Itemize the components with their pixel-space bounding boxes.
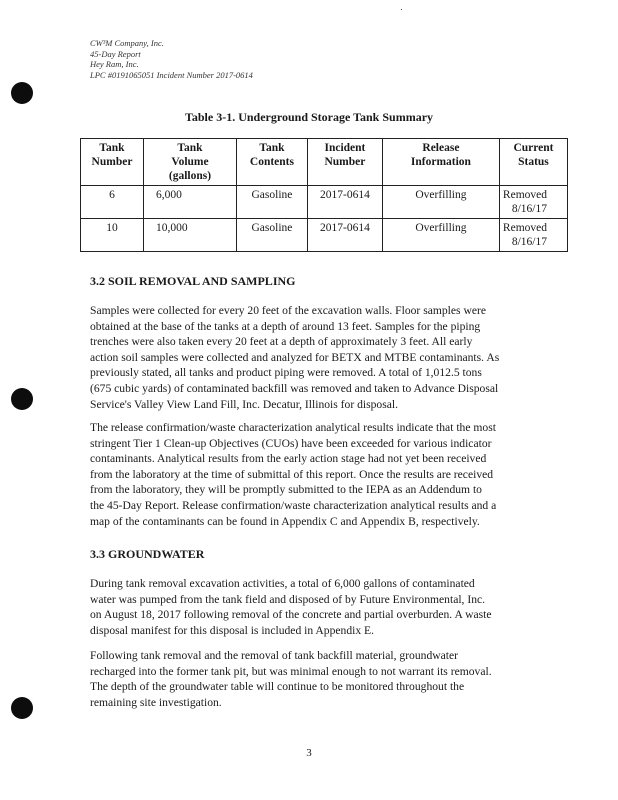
header-client: Hey Ram, Inc. <box>90 59 139 69</box>
cell-incident-number: 2017-0614 <box>307 219 382 252</box>
cell-tank-contents: Gasoline <box>236 219 307 252</box>
col-incident-number: Incident Number <box>307 139 382 186</box>
cell-tank-volume: 10,000 <box>143 219 236 252</box>
table-header-row <box>81 139 568 186</box>
section-3-3-paragraph-2: Following tank removal and the removal of tank backfill material, groundwater recharged into the former tank pit, but was minimal enough to not warrant its removal. The depth of the groundwater table will continue to be monitored throughout the remaining site investigation. <box>90 649 492 709</box>
col-release-information: Release Information <box>382 139 499 186</box>
cell-tank-contents: Gasoline <box>236 186 307 219</box>
scan-speck <box>401 9 402 10</box>
ust-summary-table <box>80 138 568 252</box>
cell-tank-number: 10 <box>81 219 144 252</box>
section-3-3-heading: 3.3 GROUNDWATER <box>90 547 205 561</box>
binder-hole-top <box>11 82 33 104</box>
cell-incident-number: 2017-0614 <box>307 186 382 219</box>
section-3-2-heading: 3.2 SOIL REMOVAL AND SAMPLING <box>90 274 296 288</box>
section-3-2-paragraph-1: Samples were collected for every 20 feet of the excavation walls. Floor samples were obtained at the base of the tanks at a depth of around 13 feet. Samples for the piping trenches were also taken every 20 feet at a depth of approximately 3 feet. All early action soil samples were collected and analyzed for BETX and MTBE contaminants. As previously stated, all tanks and product piping were removed. A total of 1,012.5 tons (675 cubic yards) of contaminated backfill was removed and taken to Advance Disposal Service's Valley View Land Fill, Inc. Decatur, Illinois for disposal. <box>90 304 500 411</box>
page-number: 3 <box>306 747 312 759</box>
header-lpc-incident: LPC #0191065051 Incident Number 2017-0614 <box>90 69 253 80</box>
cell-release-information: Overfilling <box>382 219 499 252</box>
binder-hole-middle <box>11 388 33 410</box>
col-current-status: Current Status <box>499 139 567 186</box>
header-company: CW³M Company, Inc. <box>90 38 164 48</box>
document-header <box>90 38 253 80</box>
cell-tank-volume: 6,000 <box>143 186 236 219</box>
cell-current-status: Removed 8/16/17 <box>499 219 567 252</box>
col-tank-volume: Tank Volume (gallons) <box>143 139 236 186</box>
binder-hole-bottom <box>11 697 33 719</box>
section-3-2-paragraph-2: The release confirmation/waste characterization analytical results indicate that the most stringent Tier 1 Clean-up Objectives (CUOs) have been exceeded for various indicator contaminants. Analytical results from the early action stage had not yet been received from the laboratory at the time of submittal of this report. Once the results are received from the laboratory, they will be promptly submitted to the IEPA as an Addendum to the 45-Day Report. Release confirmation/waste characterization analytical results and a map of the contaminants can be found in Appendix C and Appendix B, respectively. <box>90 421 497 528</box>
cell-tank-number: 6 <box>81 186 144 219</box>
col-tank-contents: Tank Contents <box>236 139 307 186</box>
col-tank-number: Tank Number <box>81 139 144 186</box>
section-3-3-paragraph-1: During tank removal excavation activities, a total of 6,000 gallons of contaminated water was pumped from the tank field and disposed of by Future Environmental, Inc. on August 18, 2017 following removal of the concrete and partial overburden. A waste disposal manifest for this disposal is included in Appendix E. <box>90 577 492 637</box>
cell-release-information: Overfilling <box>382 186 499 219</box>
header-report-type: 45-Day Report <box>90 48 141 59</box>
table-row <box>81 219 568 252</box>
table-row <box>81 186 568 219</box>
cell-current-status: Removed 8/16/17 <box>499 186 567 219</box>
table-title: Table 3-1. Underground Storage Tank Summary <box>184 110 434 124</box>
